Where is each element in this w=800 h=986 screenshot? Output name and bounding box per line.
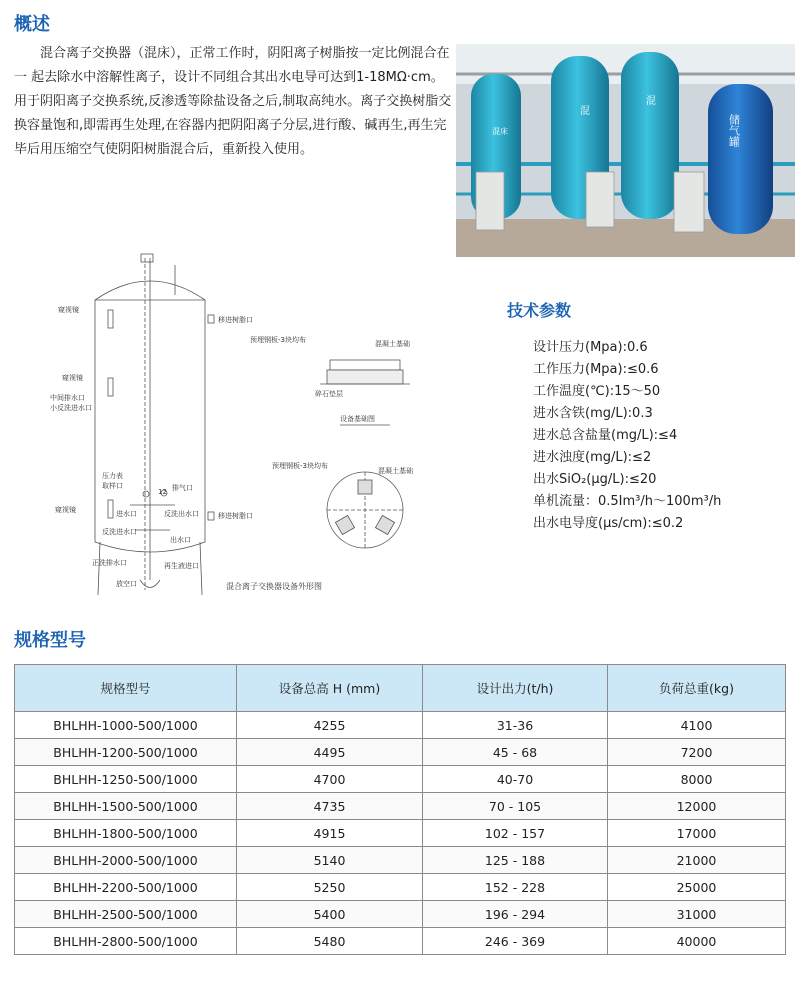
header-height: 设备总高 H (mm)	[237, 665, 423, 712]
header-weight: 负荷总重(kg)	[608, 665, 786, 712]
label-resin-in: 移进树脂口	[218, 316, 253, 324]
cell-height: 5400	[237, 901, 423, 928]
cell-output: 152 - 228	[423, 874, 608, 901]
table-row	[15, 820, 786, 847]
label-small-backwash: 小反洗进水口	[50, 404, 92, 412]
tank-label-2: 混床	[492, 127, 508, 136]
label-foundation-title: 设备基础图	[340, 415, 375, 423]
label-concrete-1: 混凝土基础	[375, 340, 410, 348]
cell-model: BHLHH-2500-500/1000	[15, 901, 237, 928]
cell-model: BHLHH-2000-500/1000	[15, 847, 237, 874]
label-regen-inlet: 再生液进口	[164, 562, 199, 570]
tech-param-item: 出水SiO₂(μg/L):≤20	[533, 472, 657, 487]
overview-title: 概述	[14, 14, 50, 35]
exterior-drawing	[40, 250, 480, 610]
cell-weight: 8000	[608, 766, 786, 793]
tech-param-item: 单机流量：0.5Im³/h～100m³/h	[533, 494, 722, 509]
tech-param-item: 出水电导度(μs/cm):≤0.2	[533, 516, 684, 531]
storage-tank-label: 储气罐	[727, 114, 741, 147]
tech-param-item: 设计压力(Mpa):0.6	[533, 340, 648, 355]
cell-weight: 21000	[608, 847, 786, 874]
label-sight-glass-3: 窥视镜	[55, 506, 76, 514]
table-row	[15, 901, 786, 928]
tank-label-1: 混	[580, 106, 590, 117]
label-plate-note-1: 预埋钢板-3块均布	[250, 336, 306, 344]
label-resin-out: 移进树脂口	[218, 512, 253, 520]
cell-output: 196 - 294	[423, 901, 608, 928]
table-header-row	[15, 665, 786, 712]
label-sampling: 取样口	[102, 482, 123, 490]
header-output: 设计出力(t/h)	[423, 665, 608, 712]
cell-height: 4915	[237, 820, 423, 847]
table-row	[15, 766, 786, 793]
overview-paragraph: 混合离子交换器（混床），正常工作时，阴阳离子树脂按一定比例混合在一 起去除水中溶解性离子，设计不同组合其出水电导可达到1-18MΩ·cm。用于阴阳离子交换系统,反渗透等除盐设备之后,制取高纯水。离子交换树脂交换容量饱和,即需再生处理,在容器内把阴阳离子分层,进行酸、碱再生,再生完毕后用压缩空气使阴阳树脂混合后，重新投入使用。	[14, 46, 452, 157]
cell-weight: 25000	[608, 874, 786, 901]
table-row	[15, 739, 786, 766]
cell-height: 4700	[237, 766, 423, 793]
drawing-caption: 混合离子交换器设备外形图	[226, 582, 322, 591]
cell-height: 4495	[237, 739, 423, 766]
cell-model: BHLHH-2200-500/1000	[15, 874, 237, 901]
cell-weight: 4100	[608, 712, 786, 739]
cell-height: 4255	[237, 712, 423, 739]
cell-weight: 7200	[608, 739, 786, 766]
cell-height: 5480	[237, 928, 423, 955]
label-vent: 放空口	[116, 580, 137, 588]
label-concrete-2: 混凝土基础	[378, 467, 413, 475]
cell-model: BHLHH-2800-500/1000	[15, 928, 237, 955]
cell-model: BHLHH-1000-500/1000	[15, 712, 237, 739]
label-forward-drain: 正洗排水口	[92, 559, 127, 567]
label-pressure-gauge: 压力表	[102, 472, 123, 480]
cell-output: 102 - 157	[423, 820, 608, 847]
tech-param-item: 进水浊度(mg/L):≤2	[533, 450, 652, 465]
cell-model: BHLHH-1250-500/1000	[15, 766, 237, 793]
table-row	[15, 874, 786, 901]
tank-label-3: 混	[646, 96, 656, 107]
cell-output: 45 - 68	[423, 739, 608, 766]
label-outlet: 出水口	[170, 536, 191, 544]
label-sight-glass-2: 窥视镜	[62, 374, 83, 382]
cell-model: BHLHH-1200-500/1000	[15, 739, 237, 766]
tech-param-item: 工作温度(℃):15～50	[533, 384, 661, 399]
overview-text	[14, 42, 452, 162]
label-sight-glass-1: 窥视镜	[58, 306, 79, 314]
table-row	[15, 712, 786, 739]
models-table	[14, 664, 786, 955]
cell-weight: 40000	[608, 928, 786, 955]
label-gravel: 碎石垫层	[315, 390, 343, 398]
cell-weight: 31000	[608, 901, 786, 928]
label-inlet: 进水口	[116, 510, 137, 518]
label-pipe-number: 12	[158, 488, 167, 496]
cell-output: 31-36	[423, 712, 608, 739]
cell-height: 5140	[237, 847, 423, 874]
label-middle-drain: 中间排水口	[50, 394, 85, 402]
tech-params-title: 技术参数	[507, 301, 572, 320]
cell-output: 246 - 369	[423, 928, 608, 955]
tech-param-item: 进水含铁(mg/L):0.3	[533, 406, 653, 421]
cell-height: 4735	[237, 793, 423, 820]
equipment-photo	[456, 44, 795, 257]
header-model: 规格型号	[15, 665, 237, 712]
table-row	[15, 847, 786, 874]
cell-output: 70 - 105	[423, 793, 608, 820]
cell-height: 5250	[237, 874, 423, 901]
label-backwash-inlet: 反洗进水口	[102, 528, 137, 536]
label-plate-note-2: 预埋钢板-3块均布	[272, 462, 328, 470]
label-backwash-outlet: 反洗出水口	[164, 510, 199, 518]
models-title: 规格型号	[14, 630, 86, 651]
cell-weight: 17000	[608, 820, 786, 847]
cell-output: 125 - 188	[423, 847, 608, 874]
cell-model: BHLHH-1800-500/1000	[15, 820, 237, 847]
table-row	[15, 793, 786, 820]
cell-model: BHLHH-1500-500/1000	[15, 793, 237, 820]
table-row	[15, 928, 786, 955]
tech-param-item: 进水总含盐量(mg/L):≤4	[533, 428, 678, 443]
cell-weight: 12000	[608, 793, 786, 820]
tech-params-list	[533, 337, 721, 535]
tech-param-item: 工作压力(Mpa):≤0.6	[533, 362, 659, 377]
label-exhaust: 排气口	[172, 484, 193, 492]
cell-output: 40-70	[423, 766, 608, 793]
